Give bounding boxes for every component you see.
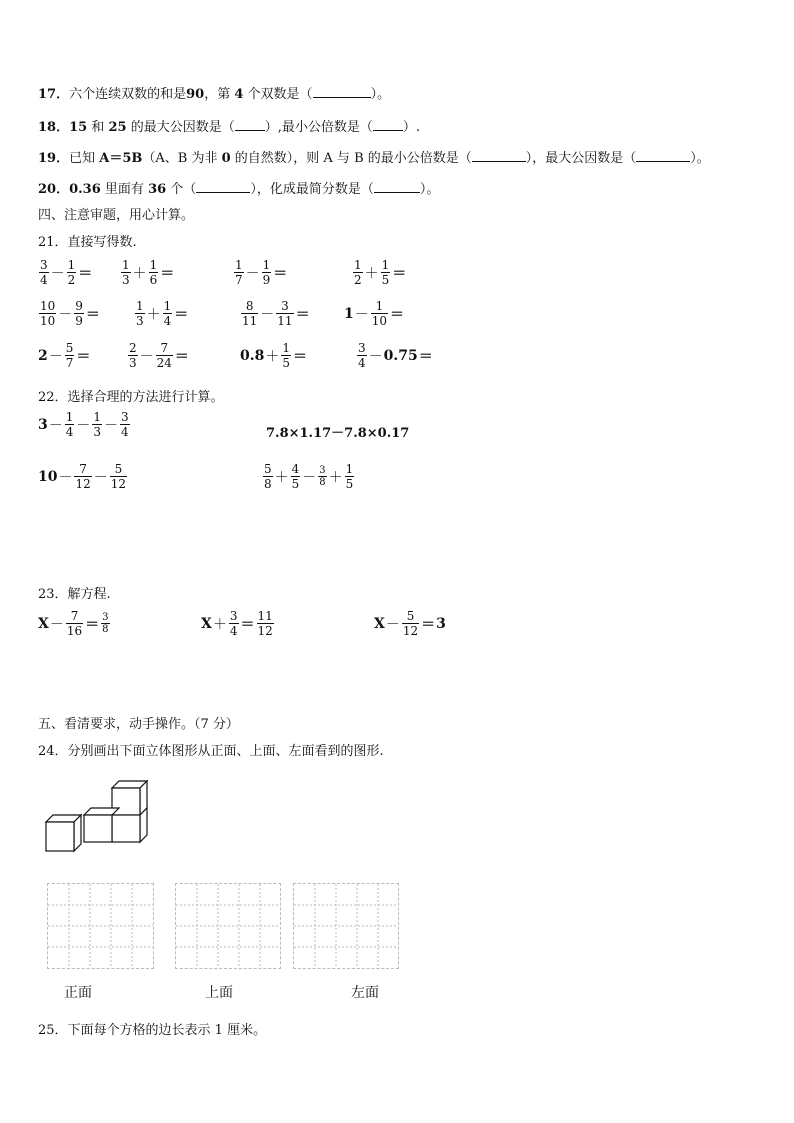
left-view-label: 左面 [351, 985, 379, 1001]
calc-item: $\frac{10}{10}$ － $\frac{9}{9}$ ＝ [40, 299, 100, 328]
fraction: $\frac{3}{8}$ [319, 465, 326, 488]
fraction: $\frac{7}{12}$ [75, 462, 91, 491]
question-18: 18．15 和 25 的最大公因数是（ ）,最小公倍数是（ ）. [38, 120, 421, 135]
top-view-label: 上面 [205, 985, 233, 1001]
question-23-title: 23．解方程. [38, 587, 111, 602]
fraction: $\frac{1}{7}$ [235, 258, 243, 287]
fraction: $\frac{1}{5}$ [381, 258, 390, 287]
fraction: $\frac{2}{3}$ [129, 341, 137, 370]
calc-item: 10 － $\frac{7}{12}$ － $\frac{5}{12}$ [38, 462, 127, 491]
fraction: $\frac{1}{5}$ [345, 462, 354, 491]
fraction: $\frac{5}{12}$ [402, 609, 419, 638]
equation-item: X － $\frac{5}{12}$ ＝ 3 [374, 609, 446, 638]
fraction: $\frac{9}{9}$ [75, 299, 83, 328]
answer-blank[interactable] [374, 182, 420, 193]
front-view-label: 正面 [64, 985, 92, 1001]
fraction: $\frac{3}{4}$ [229, 609, 238, 638]
fraction: $\frac{3}{4}$ [40, 258, 48, 287]
calc-item: 0.8 ＋ $\frac{1}{5}$ ＝ [240, 341, 307, 370]
calc-item: 7.8×1.17－7.8×0.17 [266, 426, 410, 441]
answer-blank[interactable] [636, 151, 690, 162]
answer-blank[interactable] [313, 87, 371, 98]
fraction: $\frac{1}{5}$ [282, 341, 290, 370]
fraction: $\frac{1}{4}$ [65, 410, 74, 439]
fraction: $\frac{7}{24}$ [156, 341, 172, 370]
fraction: $\frac{7}{16}$ [66, 609, 83, 638]
fraction: $\frac{5}{7}$ [65, 341, 74, 370]
section-4-heading: 四、注意审题，用心计算。 [38, 208, 195, 223]
fraction: $\frac{1}{6}$ [149, 258, 158, 287]
answer-blank[interactable] [472, 151, 526, 162]
question-19: 19．已知 A＝5B（A、B 为非 0 的自然数），则 A 与 B 的最小公倍数是（ ），最大公因数是（ ）。 [38, 151, 710, 166]
calc-item: 1 － $\frac{1}{10}$ ＝ [344, 299, 405, 328]
front-view-grid[interactable] [47, 883, 154, 969]
calc-item: $\frac{3}{4}$ － 0.75 ＝ [358, 341, 433, 370]
calc-item: 3 － $\frac{1}{4}$ － $\frac{1}{3}$ － $\frac{3}{4}$ [38, 410, 129, 439]
fraction: $\frac{10}{10}$ [40, 299, 56, 328]
fraction: $\frac{3}{4}$ [121, 410, 129, 439]
calc-item: $\frac{3}{4}$ － $\frac{1}{2}$ ＝ [40, 258, 93, 287]
fraction: $\frac{1}{3}$ [93, 410, 102, 439]
answer-blank[interactable] [373, 120, 403, 131]
calc-item: $\frac{1}{3}$ ＋ $\frac{1}{4}$ ＝ [136, 299, 189, 328]
grid-lines [294, 884, 398, 968]
fraction: $\frac{1}{4}$ [163, 299, 172, 328]
fraction: $\frac{1}{3}$ [136, 299, 144, 328]
question-25-title: 25．下面每个方格的边长表示 1 厘米。 [38, 1023, 267, 1038]
equation-item: X ＋ $\frac{3}{4}$ ＝ $\frac{11}{12}$ [201, 609, 273, 638]
fraction: $\frac{5}{12}$ [110, 462, 127, 491]
fraction: $\frac{4}{5}$ [291, 462, 300, 491]
question-24-title: 24．分别画出下面立体图形从正面、上面、左面看到的图形. [38, 744, 384, 759]
equation-item: X － $\frac{7}{16}$ ＝ $\frac{3}{8}$ [38, 609, 109, 638]
calc-item: $\frac{1}{7}$ － $\frac{1}{9}$ ＝ [235, 258, 288, 287]
fraction: $\frac{1}{2}$ [354, 258, 362, 287]
calc-item: $\frac{1}{3}$ ＋ $\frac{1}{6}$ ＝ [122, 258, 175, 287]
left-view-grid[interactable] [293, 883, 399, 969]
fraction: $\frac{1}{2}$ [67, 258, 76, 287]
question-21-title: 21．直接写得数. [38, 235, 137, 250]
section-5-heading: 五、看清要求，动手操作。（7 分） [38, 717, 239, 732]
calc-item: $\frac{5}{8}$ ＋ $\frac{4}{5}$ － $\frac{3}{8}$ ＋ $\frac{1}{5}$ [264, 462, 354, 491]
fraction: $\frac{1}{3}$ [122, 258, 130, 287]
fraction: $\frac{3}{11}$ [277, 299, 293, 328]
question-20: 20．0.36 里面有 36 个（ ），化成最简分数是（ ）。 [38, 182, 440, 197]
answer-blank[interactable] [196, 182, 250, 193]
cube-figure [42, 778, 152, 854]
top-view-grid[interactable] [175, 883, 281, 969]
fraction: $\frac{3}{8}$ [102, 612, 109, 635]
calc-item: $\frac{8}{11}$ － $\frac{3}{11}$ ＝ [242, 299, 310, 328]
fraction: $\frac{8}{11}$ [242, 299, 258, 328]
grid-lines [48, 884, 153, 968]
calc-item: $\frac{2}{3}$ － $\frac{7}{24}$ ＝ [129, 341, 189, 370]
grid-lines [176, 884, 280, 968]
answer-blank[interactable] [235, 120, 265, 131]
fraction: $\frac{1}{9}$ [262, 258, 271, 287]
fraction: $\frac{11}{12}$ [257, 609, 273, 638]
fraction: $\frac{3}{4}$ [358, 341, 366, 370]
calc-item: 2 － $\frac{5}{7}$ ＝ [38, 341, 91, 370]
question-17: 17．六个连续双数的和是90，第 4 个双数是（ ）。 [38, 87, 391, 102]
fraction: $\frac{1}{10}$ [371, 299, 388, 328]
question-22-title: 22．选择合理的方法进行计算。 [38, 390, 224, 405]
fraction: $\frac{5}{8}$ [264, 462, 272, 491]
calc-item: $\frac{1}{2}$ ＋ $\frac{1}{5}$ ＝ [354, 258, 407, 287]
